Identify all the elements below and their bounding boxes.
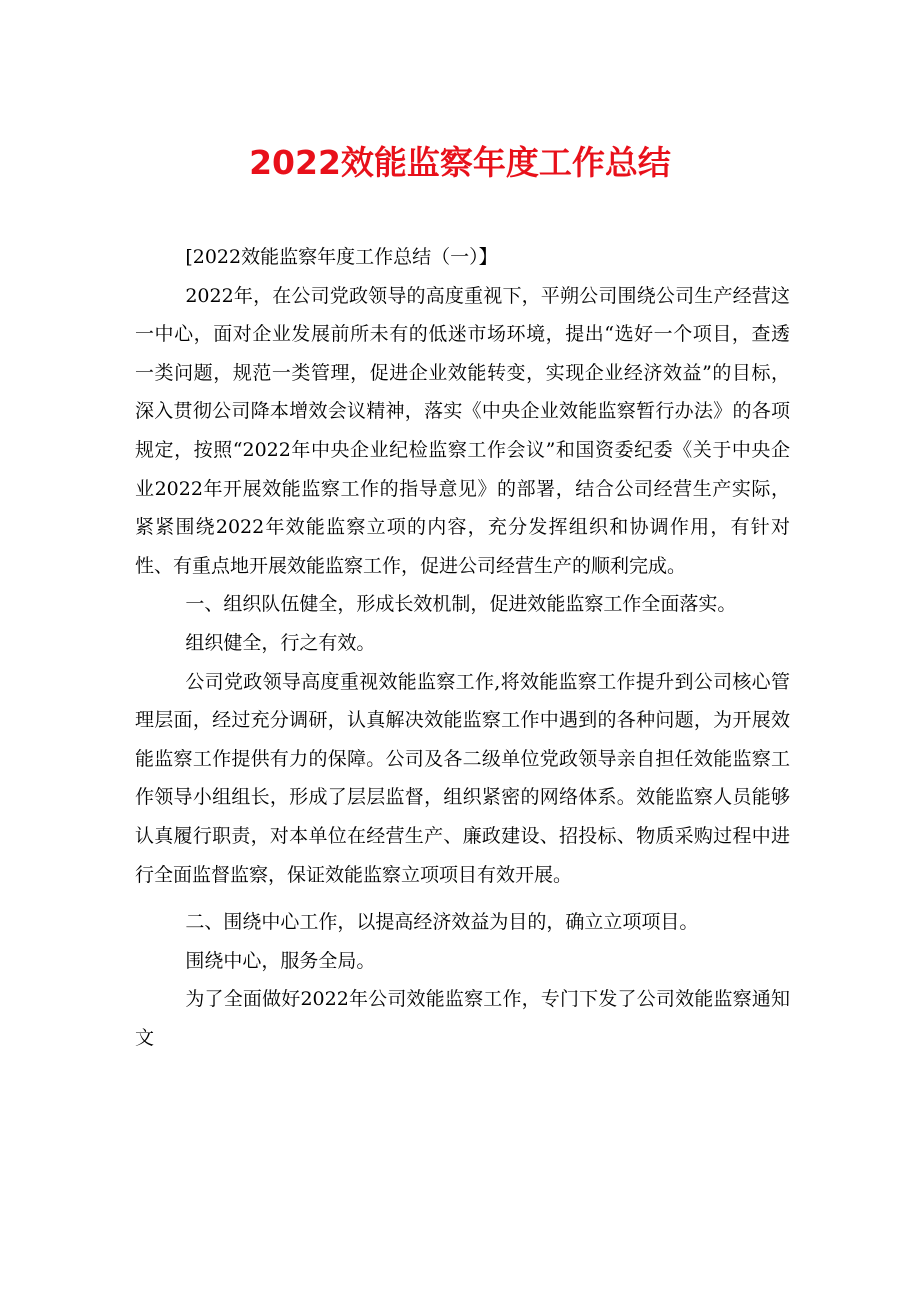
document-title: 2022效能监察年度工作总结: [249, 143, 671, 182]
section-heading: 一、组织队伍健全，形成长效机制，促进效能监察工作全面落实。: [185, 593, 737, 616]
document-body: [135, 238, 790, 1057]
section-heading: 二、围绕中心工作，以提高经济效益为目的，确立立项项目。: [185, 911, 699, 934]
subheading: 组织健全，行之有效。: [185, 631, 376, 654]
paragraph: 2022年，在公司党政领导的高度重视下，平朔公司围绕公司生产经营这一中心，面对企业发展前所未有的低迷市场环境，提出“选好一个项目，查透一类问题，规范一类管理，促进企业效能转变，实现企业经济效益”的目标，深入贯彻公司降本增效会议精神，落实《中央企业效能监察暂行办法》的各项规定，按照“2022年中央企业纪检监察工作会议”和国资委纪委《关于中央企业2022年开展效能监察工作的指导意见》的部署，结合公司经营生产实际，紧紧围绕2022年效能监察立项的内容，充分发挥组织和协调作用，有针对性、有重点地开展效能监察工作，促进公司经营生产的顺利完成。: [135, 284, 790, 577]
paragraph: 公司党政领导高度重视效能监察工作,将效能监察工作提升到公司核心管理层面，经过充分调研，认真解决效能监察工作中遇到的各种问题，为开展效能监察工作提供有力的保障。公司及各二级单位党政领导亲自担任效能监察工作领导小组组长，形成了层层监督，组织紧密的网络体系。效能监察人员能够认真履行职责，对本单位在经营生产、廉政建设、招投标、物质采购过程中进行全面监督监察，保证效能监察立项项目有效开展。: [135, 670, 790, 886]
subheading: 围绕中心，服务全局。: [185, 949, 376, 972]
paragraph: 为了全面做好2022年公司效能监察工作，专门下发了公司效能监察通知文: [135, 988, 790, 1049]
section-heading: [2022效能监察年度工作总结（一）】: [185, 246, 498, 268]
